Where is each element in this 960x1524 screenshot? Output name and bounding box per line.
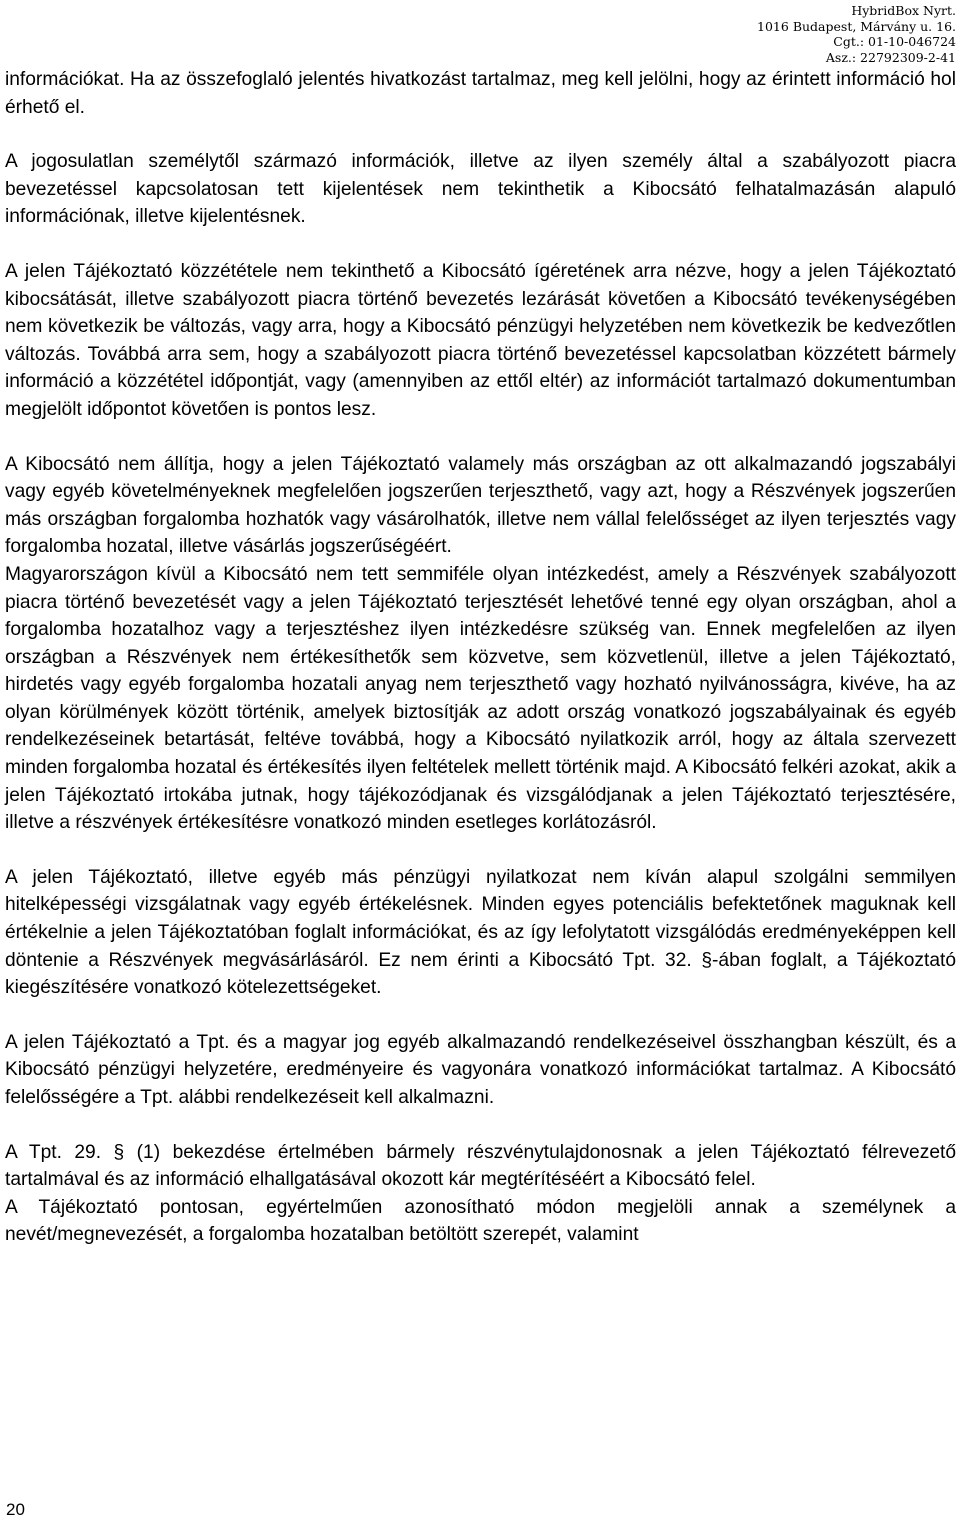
paragraph-4: A Kibocsátó nem állítja, hogy a jelen Tájékoztató valamely más országban az ott alkalmazandó jogszabályi vagy egyéb követelményeknek megfelelően jogszerűen terjeszthető, vagy azt, hogy a Részvények jogszerűen más országban forgalomba hozhatók vagy vásárolhatók, illetve nem vállal felelősséget az ilyen terjesztés vagy forgalomba hozatal, illetve vásárlás jogszerűségéért. [5, 453, 956, 558]
document-body [5, 66, 956, 1249]
company-tax-number: Asz.: 22792309-2-41 [825, 49, 956, 65]
paragraph-2: A jogosulatlan személytől származó információk, illetve az ilyen személy által a szabályozott piacra bevezetéssel kapcsolatosan tett kijelentések nem tekinthetik a Kibocsátó felhatalmazásán alapuló információnak, illetve kijelentésnek. [5, 151, 956, 228]
paragraph-6: A jelen Tájékoztató, illetve egyéb más pénzügyi nyilatkozat nem kíván alapul szolgálni semmilyen hitelképességi vizsgálatnak vagy egyéb értékelésnek. Minden egyes potenciális befektetőnek maguknak kell értékelnie a jelen Tájékoztatóban foglalt információkat, és az így lefolytatott vizsgálódás eredményeképpen kell döntenie a Részvények megvásárlásáról. Ez nem érinti a Kibocsátó Tpt. 32. §-ában foglalt, a Tájékoztató kiegészítésére vonatkozó kötelezettségeket. [5, 866, 956, 999]
paragraph-9: A Tájékoztató pontosan, egyértelműen azonosítható módon megjelöli annak a személynek a nevét/megnevezését, a forgalomba hozatalban betöltött szerepét, valamint [5, 1196, 956, 1246]
company-name: HybridBox Nyrt. [851, 3, 956, 18]
paragraph-8: A Tpt. 29. § (1) bekezdése értelmében bármely részvénytulajdonosnak a jelen Tájékoztató félrevezető tartalmával és az információ elhallgatásával okozott kár megtérítéséért a Kibocsátó felel. [5, 1141, 956, 1191]
paragraph-5: Magyarországon kívül a Kibocsátó nem tett semmiféle olyan intézkedést, amely a Részvények szabályozott piacra történő bevezetését vagy a jelen Tájékoztató terjesztését lehetővé tenné egy olyan országban, ahol a forgalomba hozatalhoz vagy a terjesztéshez ilyen intézkedésre szükség van. Ennek megfelelően az ilyen országban a Részvények nem értékesíthetők sem közvetve, sem közvetlenül, illetve a jelen Tájékoztató, hirdetés vagy egyéb forgalomba hozatali anyag nem terjeszthető vagy hozható nyilvánosságra, kivéve, ha az olyan körülmények között történik, amelyek biztosítják az adott ország vonatkozó jogszabályainak és egyéb rendelkezéseinek betartását, feltéve továbbá, hogy a Kibocsátó nyilatkozik arról, hogy az általa szervezett minden forgalomba hozatal és értékesítés ilyen feltételek mellett történik majd. A Kibocsátó felkéri azokat, akik a jelen Tájékoztató irtokába jutnak, hogy tájékozódjanak és vizsgálódjanak a jelen Tájékoztató terjesztésére, illetve a részvények értékesítésre vonatkozó minden esetleges korlátozásról. [5, 563, 956, 834]
company-header [757, 3, 956, 65]
paragraph-1: információkat. Ha az összefoglaló jelentés hivatkozást tartalmaz, meg kell jelölni, hogy az érintett információ hol érhető el. [5, 69, 956, 118]
paragraph-7: A jelen Tájékoztató a Tpt. és a magyar jog egyéb alkalmazandó rendelkezéseivel összhangban készült, és a Kibocsátó pénzügyi helyzetére, eredményeire és vagyonára vonatkozó információkat tartalmaz. A Kibocsátó felelősségére a Tpt. alábbi rendelkezéseit kell alkalmazni. [5, 1031, 956, 1108]
page-number: 20 [6, 1500, 25, 1519]
company-registration: Cgt.: 01-10-046724 [833, 34, 956, 49]
company-address: 1016 Budapest, Márvány u. 16. [757, 18, 956, 34]
paragraph-3: A jelen Tájékoztató közzététele nem tekinthető a Kibocsátó ígéretének arra nézve, hogy a jelen Tájékoztató kibocsátását, illetve szabályozott piacra történő bevezetés lezárását követően a Kibocsátó tevékenységében nem következik be változás, vagy arra, hogy a Kibocsátó pénzügyi helyzetében nem következik be kedvezőtlen változás. Továbbá arra sem, hogy a szabályozott piacra történő bevezetéssel kapcsolatban közzétett bármely információ a közzététel időpontját, vagy (amennyiben az ettől eltér) az információt tartalmazó dokumentumban megjelölt időpontot követően is pontos lesz. [5, 260, 956, 420]
